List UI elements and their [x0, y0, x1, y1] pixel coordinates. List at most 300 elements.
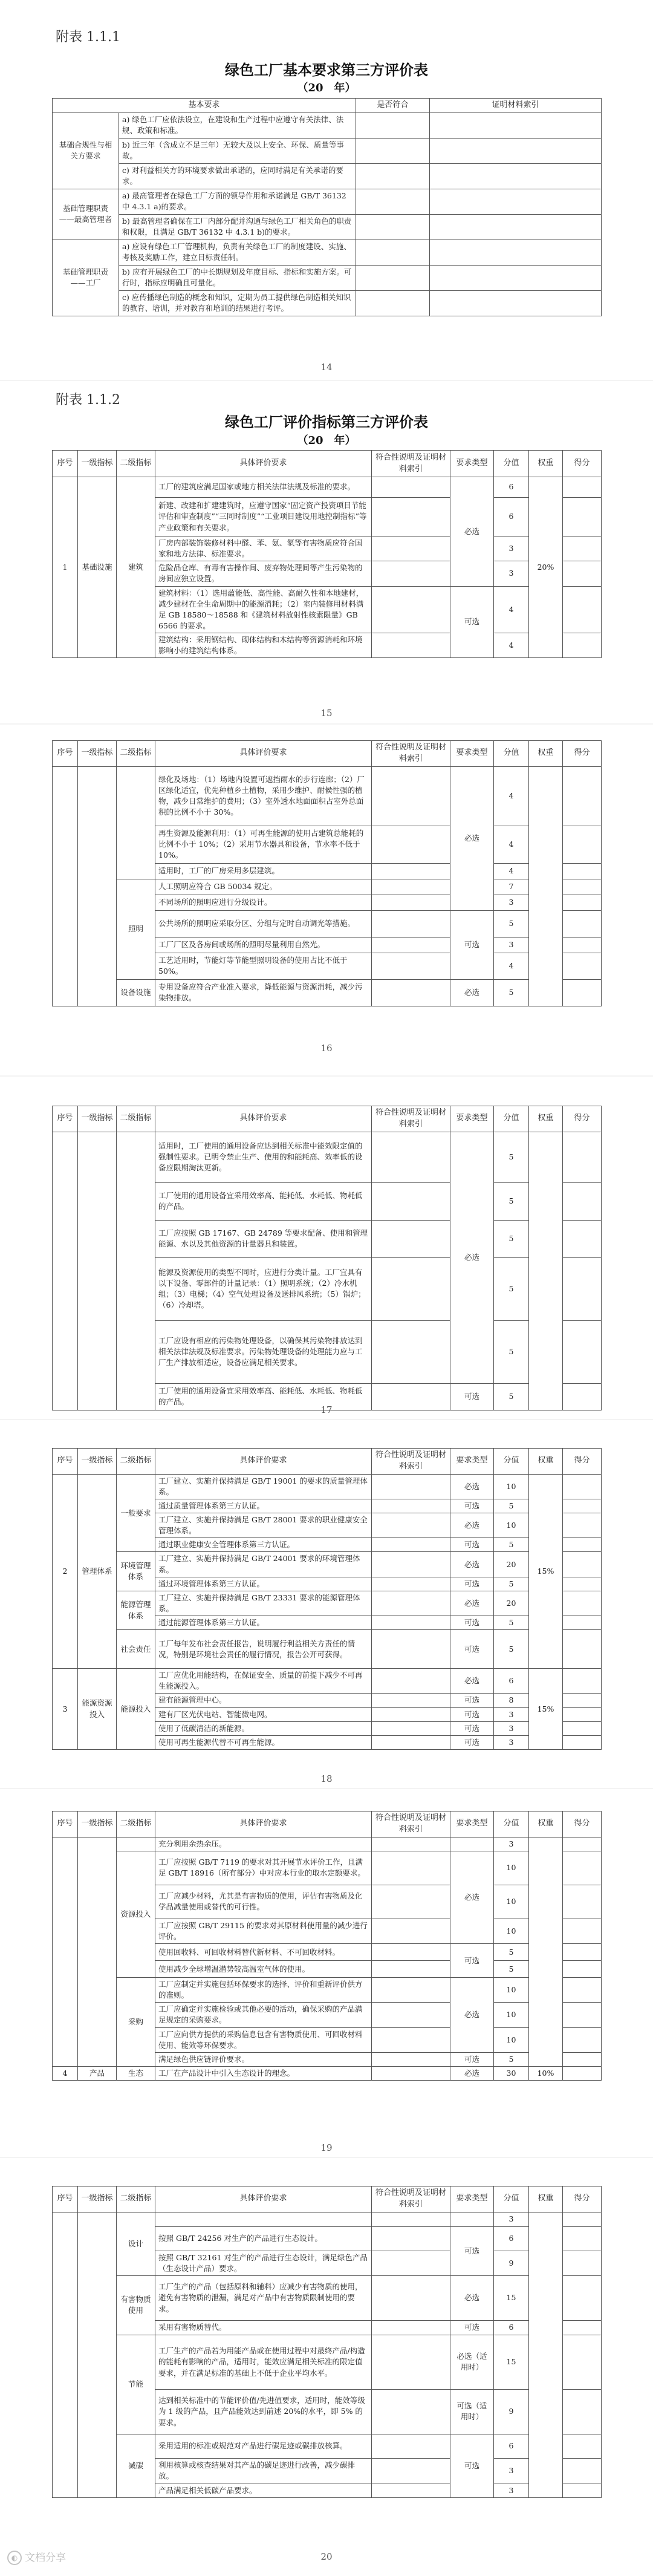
header-cell: 一级指标 — [78, 1811, 117, 1837]
header-cell: 具体评价要求 — [155, 2186, 372, 2212]
appendix-label: 附表 1.1.1 — [56, 30, 120, 45]
header-cell: 一级指标 — [78, 741, 117, 767]
table-row — [53, 2066, 602, 2080]
seq-cell: 2 — [53, 1474, 78, 1669]
category-cell: 基础合规性与相关方要求 — [53, 112, 119, 189]
header-cell: 要求类型 — [450, 741, 494, 767]
header-cell: 要求类型 — [450, 1106, 494, 1132]
basic-requirements-table — [52, 98, 602, 316]
type-cell: 可选 — [450, 1707, 494, 1721]
requirement-cell: b) 最高管理者确保在工厂内部分配并沟通与绿色工厂相关角色的职责和权限，且满足 GB/T 36132 中 4.3.1 b)的要求。 — [119, 214, 356, 240]
header-cell: 符合性说明及证明材料索引 — [372, 1449, 450, 1475]
header-cell: 分值 — [494, 1811, 529, 1837]
requirement-cell: 再生资源及能源利用：（1）可再生能源的使用占建筑总能耗的比例不小于 10%；（2）采用节水器具和设备，节水率不低于 10%。 — [155, 826, 372, 863]
score-cell: 3 — [494, 561, 529, 586]
type-cell: 必选 — [450, 1474, 494, 1499]
table-row — [53, 1978, 602, 2003]
header-cell: 符合性说明及证明材料索引 — [372, 1106, 450, 1132]
requirement-cell: 工厂应确定并实施检验或其他必要的活动，确保采购的产品满足规定的采购要求。 — [155, 2003, 372, 2027]
header-cell: 是否符合 — [356, 99, 430, 113]
score-cell: 6 — [494, 498, 529, 536]
page-divider — [0, 1075, 653, 1077]
header-cell: 序号 — [53, 451, 78, 477]
header-cell: 二级指标 — [117, 1811, 155, 1837]
weight-cell: 10% — [529, 2066, 563, 2080]
requirement-cell: 适用时，工厂使用的通用设备应达到相关标准中能效限定值的强制性要求。已明令禁止生产、使用的和能耗高、效率低的设备应限期淘汰更新。 — [155, 1132, 372, 1182]
header-cell: 得分 — [563, 1106, 602, 1132]
level1-cell: 基础设施 — [78, 477, 117, 658]
requirement-cell: 人工照明应符合 GB 50034 规定。 — [155, 879, 372, 895]
indicator-table-page-3 — [52, 740, 602, 1006]
table-header-row — [53, 2186, 602, 2212]
score-cell: 10 — [494, 1919, 529, 1943]
weight-cell: 15% — [529, 1474, 563, 1669]
score-cell: 5 — [494, 1961, 529, 1978]
requirement-cell: 工厂应按照 GB/T 7119 的要求对其开展节水评价工作，且满足 GB/T 18916（所有部分）中对应本行业的取水定额要求。 — [155, 1851, 372, 1885]
type-cell: 可选 — [450, 1630, 494, 1669]
requirement-cell: 工厂每年发布社会责任报告，说明履行利益相关方责任的情况，特别是环境社会责任的履行情况，报告公开可获得。 — [155, 1630, 372, 1669]
weight-cell: 20% — [529, 477, 563, 658]
header-cell: 序号 — [53, 1106, 78, 1132]
requirement-cell: 危险品仓库、有毒有害操作间、废弃物处理间等产生污染物的房间应独立设置。 — [155, 561, 372, 586]
level2-cell: 减碳 — [117, 2434, 155, 2497]
header-cell: 分值 — [494, 1449, 529, 1475]
header-cell: 二级指标 — [117, 2186, 155, 2212]
score-cell: 5 — [494, 1220, 529, 1257]
type-cell: 可选 — [450, 1944, 494, 1978]
requirement-cell: 建筑材料：（1）选用蕴能低、高性能、高耐久性和本地建材，减少建材在全生命周期中的能源消耗；（2）室内装修用材料满足 GB 18580～18588 和《建筑材料放射性核素限量》GB 6566 的要求。 — [155, 586, 372, 633]
type-cell — [450, 2212, 494, 2226]
header-cell: 得分 — [563, 451, 602, 477]
requirement-cell: 通过质量管理体系第三方认证。 — [155, 1499, 372, 1513]
header-cell: 一级指标 — [78, 2186, 117, 2212]
header-cell: 具体评价要求 — [155, 741, 372, 767]
requirement-cell: 工厂应向供方提供的采购信息包含有害物质使用、可回收材料使用、能效等环保要求。 — [155, 2027, 372, 2052]
header-cell: 权重 — [529, 451, 563, 477]
score-cell: 3 — [494, 2458, 529, 2483]
score-cell: 5 — [494, 1538, 529, 1552]
header-cell: 要求类型 — [450, 1449, 494, 1475]
appendix-label: 附表 1.1.2 — [56, 393, 120, 408]
header-cell: 具体评价要求 — [155, 1811, 372, 1837]
requirement-cell: 工厂在产品设计中引入生态设计的理念。 — [155, 2066, 372, 2080]
header-cell: 权重 — [529, 1811, 563, 1837]
score-cell: 5 — [494, 1577, 529, 1591]
requirement-cell: 专用设备应符合产业准入要求，降低能源与资源消耗，减少污染物排放。 — [155, 979, 372, 1006]
requirement-cell: 能源及资源使用的类型不同时，应进行分类计量。工厂宜具有以下设备、零部件的计量记录：（1）照明系统；（2）冷水机组；（3）电梯；（4）空气处理设备及送排风系统；（5）锅炉；（6）冷却塔。 — [155, 1257, 372, 1320]
level2-cell: 能源投入 — [117, 1669, 155, 1750]
table-row — [53, 1851, 602, 1885]
level2-cell: 建筑 — [117, 477, 155, 658]
page-6 — [0, 1790, 653, 2153]
requirement-cell: a) 最高管理者在绿色工厂方面的领导作用和承诺满足 GB/T 36132 中 4.3.1 a)的要求。 — [119, 189, 356, 214]
type-cell: 必选 — [450, 1669, 494, 1694]
indicator-table-page-2 — [52, 450, 602, 658]
header-cell: 二级指标 — [117, 741, 155, 767]
score-cell: 10 — [494, 1513, 529, 1538]
table-header-row — [53, 1449, 602, 1475]
score-cell: 4 — [494, 586, 529, 633]
requirement-cell: 建有厂区光伏电站、智能微电网。 — [155, 1707, 372, 1721]
type-cell: 可选 — [450, 1735, 494, 1749]
table-row — [53, 477, 602, 498]
type-cell: 必选（适用时） — [450, 2335, 494, 2389]
requirement-cell: 使用回收料、可回收材料替代新材料、不可回收材料。 — [155, 1944, 372, 1961]
score-cell: 3 — [494, 536, 529, 561]
score-cell: 5 — [494, 979, 529, 1006]
score-cell: 5 — [494, 1630, 529, 1669]
requirement-cell: 使用了低碳清洁的新能源。 — [155, 1721, 372, 1735]
score-cell: 6 — [494, 477, 529, 498]
score-cell: 15 — [494, 2335, 529, 2389]
type-cell: 必选 — [450, 1978, 494, 2053]
score-cell: 6 — [494, 2434, 529, 2458]
header-cell: 二级指标 — [117, 1449, 155, 1475]
header-cell: 序号 — [53, 1449, 78, 1475]
requirement-cell: 工厂建立、实施并保持满足 GB/T 23331 要求的能源管理体系。 — [155, 1591, 372, 1616]
level2-cell: 环境管理体系 — [117, 1552, 155, 1591]
level2-cell: 设计 — [117, 2212, 155, 2275]
table-header-row — [53, 741, 602, 767]
page-divider — [0, 1788, 653, 1789]
page-4 — [0, 1078, 653, 1417]
requirement-cell: 工厂应减少材料，尤其是有害物质的使用，评估有害物质及化学品减量使用或替代的可行性。 — [155, 1885, 372, 1919]
header-cell: 分值 — [494, 1106, 529, 1132]
table-row — [53, 2434, 602, 2458]
table-row — [53, 879, 602, 895]
header-cell: 具体评价要求 — [155, 1449, 372, 1475]
page-number: 20 — [320, 2551, 333, 2562]
score-cell: 10 — [494, 2003, 529, 2027]
requirement-cell: 使用可再生能源代替不可再生能源。 — [155, 1735, 372, 1749]
score-cell: 5 — [494, 1132, 529, 1182]
requirement-cell: 新建、改建和扩建建筑时，应遵守国家“固定资产投资项目节能评估和审查制度”“三同时制度”“工业项目建设用地控制指标”等产业政策和有关要求。 — [155, 498, 372, 536]
header-cell: 序号 — [53, 2186, 78, 2212]
category-cell: 基础管理职责——工厂 — [53, 240, 119, 316]
type-cell: 可选 — [450, 2052, 494, 2066]
watermark — [7, 2549, 66, 2565]
requirement-cell — [155, 2212, 372, 2226]
score-cell: 9 — [494, 2251, 529, 2275]
score-cell: 6 — [494, 1669, 529, 1694]
requirement-cell: 充分利用余热余压。 — [155, 1837, 372, 1851]
score-cell: 20 — [494, 1552, 529, 1577]
type-cell: 可选 — [450, 1383, 494, 1410]
header-cell: 具体评价要求 — [155, 451, 372, 477]
page-3 — [0, 726, 653, 1071]
page-title: 绿色工厂评价指标第三方评价表 — [225, 413, 428, 431]
score-cell: 3 — [494, 895, 529, 910]
page-5 — [0, 1421, 653, 1784]
score-cell: 15 — [494, 2275, 529, 2320]
header-cell: 一级指标 — [78, 1106, 117, 1132]
requirement-cell: b) 应有开展绿色工厂的中长期规划及年度目标、指标和实施方案。可行时，指标应明确且可量化。 — [119, 265, 356, 290]
requirement-cell: a) 应设有绿色工厂管理机构，负责有关绿色工厂的制度建设、实施、考核及奖励工作，建立目标责任制。 — [119, 240, 356, 265]
requirement-cell: 绿化及场地：（1）场地内设置可遮挡雨水的步行连廊；（2）厂区绿化适宜，优先种植乡土植物，采用少维护、耐候性强的植物，减少日常维护的费用；（3）室外透水地面面积占室外总面积的比例不小于 30%。 — [155, 766, 372, 826]
score-cell: 3 — [494, 1735, 529, 1749]
page-number: 18 — [320, 1773, 333, 1784]
requirement-cell: 工厂建立、实施并保持满足 GB/T 24001 要求的环境管理体系。 — [155, 1552, 372, 1577]
header-cell: 符合性说明及证明材料索引 — [372, 741, 450, 767]
weight-cell: 15% — [529, 1669, 563, 1750]
level2-cell: 采购 — [117, 1978, 155, 2067]
score-cell: 5 — [494, 1383, 529, 1410]
requirement-cell: 工厂应按照 GB 17167、GB 24789 等要求配备、使用和管理能源、水以及其他资源的计量器具和装置。 — [155, 1220, 372, 1257]
seq-cell: 4 — [53, 2066, 78, 2080]
header-cell: 具体评价要求 — [155, 1106, 372, 1132]
requirement-cell: 按照 GB/T 32161 对生产的产品进行生态设计，满足绿色产品（生态设计产品）要求。 — [155, 2251, 372, 2275]
type-cell: 必选 — [450, 1851, 494, 1943]
type-cell: 必选 — [450, 1132, 494, 1383]
requirement-cell: 公共场所的照明应采取分区、分组与定时自动调光等措施。 — [155, 910, 372, 937]
type-cell: 可选 — [450, 1577, 494, 1591]
requirement-cell: 使用减少全球增温潜势较高温室气体的使用。 — [155, 1961, 372, 1978]
table-row — [53, 214, 602, 240]
page-number: 14 — [320, 362, 333, 373]
header-cell: 二级指标 — [117, 451, 155, 477]
table-row — [53, 1591, 602, 1616]
level2-cell: 有害物质使用 — [117, 2275, 155, 2335]
requirement-cell: 工厂应优化用能结构，在保证安全、质量的前提下减少不可再生能源投入。 — [155, 1669, 372, 1694]
header-cell: 二级指标 — [117, 1106, 155, 1132]
page-title: 绿色工厂基本要求第三方评价表 — [225, 61, 428, 79]
score-cell: 4 — [494, 863, 529, 879]
table-row — [53, 766, 602, 826]
score-cell: 3 — [494, 1707, 529, 1721]
requirement-cell: 工厂建立、实施并保持满足 GB/T 19001 的要求的质量管理体系。 — [155, 1474, 372, 1499]
score-cell: 4 — [494, 633, 529, 658]
header-cell: 要求类型 — [450, 451, 494, 477]
header-cell: 权重 — [529, 1449, 563, 1475]
score-cell: 8 — [494, 1694, 529, 1707]
page-number: 17 — [320, 1404, 333, 1415]
header-cell: 权重 — [529, 1106, 563, 1132]
requirement-cell: c) 应传播绿色制造的概念和知识，定期为员工提供绿色制造相关知识的教育、培训，并对教育和培训的结果进行考评。 — [119, 290, 356, 316]
level2-cell: 节能 — [117, 2335, 155, 2434]
type-cell: 可选 — [450, 1538, 494, 1552]
requirement-cell: 不同场所的照明应进行分级设计。 — [155, 895, 372, 910]
requirement-cell: 按照 GB/T 24256 对生产的产品进行生态设计。 — [155, 2226, 372, 2251]
indicator-table-page-4 — [52, 1106, 602, 1410]
header-cell: 基本要求 — [53, 99, 356, 113]
score-cell: 6 — [494, 2320, 529, 2335]
score-cell: 4 — [494, 766, 529, 826]
table-row — [53, 138, 602, 163]
requirement-cell: 采用适用的标准或规范对产品进行碳足迹或碳排放核算。 — [155, 2434, 372, 2458]
requirement-cell: 建筑结构：采用钢结构、砌体结构和木结构等资源消耗和环境影响小的建筑结构体系。 — [155, 633, 372, 658]
level2-cell: 资源投入 — [117, 1851, 155, 1977]
level2-cell: 设备设施 — [117, 979, 155, 1006]
requirement-cell: 工厂应设有相应的污染物处理设备，以确保其污染物排放达到相关法律法规及标准要求。污染物处理设备的处理能力应与工厂生产排放相适应，设备应满足相关要求。 — [155, 1320, 372, 1383]
type-cell: 可选 — [450, 1721, 494, 1735]
logo-icon: ◐ — [7, 2551, 22, 2565]
header-cell: 得分 — [563, 741, 602, 767]
score-cell: 4 — [494, 826, 529, 863]
score-cell: 5 — [494, 1320, 529, 1383]
seq-cell: 1 — [53, 477, 78, 658]
header-cell: 要求类型 — [450, 2186, 494, 2212]
requirement-cell: 采用有害物质替代。 — [155, 2320, 372, 2335]
table-row — [53, 112, 602, 138]
level1-cell: 管理体系 — [78, 1474, 117, 1669]
type-cell: 必选 — [450, 1552, 494, 1577]
requirement-cell: 工厂应按照 GB/T 29115 的要求对其原材料使用量的减少进行评价。 — [155, 1919, 372, 1943]
category-cell: 基础管理职责——最高管理者 — [53, 189, 119, 240]
requirement-cell: 产品满足相关低碳产品要求。 — [155, 2483, 372, 2498]
type-cell: 必选 — [450, 766, 494, 910]
type-cell: 必选 — [450, 2275, 494, 2320]
score-cell: 10 — [494, 2027, 529, 2052]
header-cell: 得分 — [563, 1449, 602, 1475]
level1-cell: 产品 — [78, 2066, 117, 2080]
requirement-cell: 通过环境管理体系第三方认证。 — [155, 1577, 372, 1591]
header-cell: 序号 — [53, 741, 78, 767]
page-number: 15 — [320, 708, 333, 719]
table-row — [53, 2335, 602, 2389]
year-label: （20 年） — [297, 82, 356, 94]
type-cell: 必选 — [450, 979, 494, 1006]
type-cell: 可选 — [450, 586, 494, 658]
table-row — [53, 240, 602, 265]
page-divider — [0, 2157, 653, 2158]
header-cell: 一级指标 — [78, 1449, 117, 1475]
requirement-cell: 满足绿色供应链评价要求。 — [155, 2052, 372, 2066]
score-cell: 7 — [494, 879, 529, 895]
table-row — [53, 1669, 602, 1694]
page-2 — [0, 382, 653, 721]
score-cell: 9 — [494, 2389, 529, 2434]
score-cell: 4 — [494, 953, 529, 979]
table-row — [53, 2212, 602, 2226]
watermark-text: 文档分享 — [25, 2552, 66, 2564]
header-cell: 符合性说明及证明材料索引 — [372, 2186, 450, 2212]
page-divider — [0, 1419, 653, 1420]
score-cell: 10 — [494, 1885, 529, 1919]
seq-cell: 3 — [53, 1669, 78, 1750]
type-cell: 可选 — [450, 2226, 494, 2275]
table-header-row — [53, 451, 602, 477]
requirement-cell: 通过能源管理体系第三方认证。 — [155, 1616, 372, 1630]
header-cell: 分值 — [494, 2186, 529, 2212]
requirement-cell: 工厂生产的产品（包括原料和辅料）应减少有害物质的使用，避免有害物质的泄漏，满足对产品中有害物质限制使用的要求。 — [155, 2275, 372, 2320]
score-cell: 5 — [494, 2052, 529, 2066]
score-cell: 10 — [494, 1851, 529, 1885]
page-number: 19 — [320, 2142, 333, 2153]
score-cell: 3 — [494, 1837, 529, 1851]
score-cell: 5 — [494, 1257, 529, 1320]
score-cell: 20 — [494, 1591, 529, 1616]
header-cell: 分值 — [494, 451, 529, 477]
header-cell: 权重 — [529, 741, 563, 767]
indicator-table-page-7 — [52, 2186, 602, 2498]
requirement-cell: 建有能源管理中心。 — [155, 1694, 372, 1707]
score-cell: 30 — [494, 2066, 529, 2080]
requirement-cell: a) 绿色工厂应依法设立，在建设和生产过程中应遵守有关法律、法规、政策和标准。 — [119, 112, 356, 138]
page-divider — [0, 723, 653, 725]
table-header-row — [53, 1811, 602, 1837]
indicator-table-page-6 — [52, 1811, 602, 2081]
type-cell: 必选 — [450, 1591, 494, 1616]
requirement-cell: 厂房内部装饰装修材料中醛、苯、氨、氡等有害物质应符合国家和地方法律、标准要求。 — [155, 536, 372, 561]
header-cell: 序号 — [53, 1811, 78, 1837]
table-row — [53, 290, 602, 316]
level2-cell: 照明 — [117, 879, 155, 979]
type-cell: 可选 — [450, 1499, 494, 1513]
score-cell: 3 — [494, 1721, 529, 1735]
requirement-cell: b) 近三年（含成立不足三年）无较大及以上安全、环保、质量等事故。 — [119, 138, 356, 163]
requirement-cell: 工厂生产的产品若为用能产品或在使用过程中对最终产品/构造的能耗有影响的产品，适用时，能效应满足相关标准的限定值要求，并在满足标准的基础上不低于企业平均水平。 — [155, 2335, 372, 2389]
level2-cell: 能源管理体系 — [117, 1591, 155, 1629]
table-row — [53, 189, 602, 214]
score-cell: 3 — [494, 937, 529, 953]
score-cell: 10 — [494, 1474, 529, 1499]
type-cell: 可选 — [450, 910, 494, 979]
level2-cell: 社会责任 — [117, 1630, 155, 1669]
header-cell: 要求类型 — [450, 1811, 494, 1837]
score-cell: 10 — [494, 1978, 529, 2003]
score-cell: 5 — [494, 1499, 529, 1513]
table-row — [53, 1552, 602, 1577]
header-cell: 分值 — [494, 741, 529, 767]
table-row — [53, 1630, 602, 1669]
type-cell: 必选 — [450, 1513, 494, 1538]
table-row — [53, 1474, 602, 1499]
requirement-cell: 工厂的建筑应满足国家或地方相关法律法规及标准的要求。 — [155, 477, 372, 498]
header-cell: 一级指标 — [78, 451, 117, 477]
requirement-cell: 工厂厂区及各房间或场所的照明尽量利用自然光。 — [155, 937, 372, 953]
page-1 — [0, 0, 653, 373]
table-row — [53, 265, 602, 290]
header-cell: 得分 — [563, 1811, 602, 1837]
indicator-table-page-5 — [52, 1448, 602, 1750]
level2-cell: 生态 — [117, 2066, 155, 2080]
requirement-cell: 工厂建立、实施并保持满足 GB/T 28001 要求的职业健康安全管理体系。 — [155, 1513, 372, 1538]
type-cell: 可选 — [450, 2434, 494, 2497]
type-cell: 必选 — [450, 2066, 494, 2080]
level1-cell: 能源资源投入 — [78, 1669, 117, 1750]
requirement-cell: 通过职业健康安全管理体系第三方认证。 — [155, 1538, 372, 1552]
requirement-cell: 适用时，工厂的厂房采用多层建筑。 — [155, 863, 372, 879]
type-cell: 可选 — [450, 2320, 494, 2335]
requirement-cell: c) 对利益相关方的环境要求做出承诺的，应同时满足有关承诺的要求。 — [119, 163, 356, 189]
type-cell: 必选 — [450, 477, 494, 587]
type-cell: 可选 — [450, 1616, 494, 1630]
score-cell: 5 — [494, 910, 529, 937]
score-cell: 5 — [494, 1182, 529, 1220]
requirement-cell: 工厂使用的通用设备宜采用效率高、能耗低、水耗低、物耗低的产品。 — [155, 1182, 372, 1220]
type-cell: 可选（适用时） — [450, 2389, 494, 2434]
table-row — [53, 2275, 602, 2320]
header-cell: 权重 — [529, 2186, 563, 2212]
table-header-row — [53, 1106, 602, 1132]
requirement-cell: 利用核算或核查结果对其产品的碳足迹进行改善，减少碳排放。 — [155, 2458, 372, 2483]
requirement-cell: 工艺适用时，节能灯等节能型照明设备的使用占比不低于 50%。 — [155, 953, 372, 979]
table-row — [53, 979, 602, 1006]
requirement-cell: 达到相关标准中的节能评价值/先进值要求，适用时，能效等级为 1 级的产品，且产品能效达到前述 20%的水平，即 5% 的要求。 — [155, 2389, 372, 2434]
requirement-cell: 工厂应制定并实施包括环保要求的选择、评价和重新评价供方的准则。 — [155, 1978, 372, 2003]
type-cell: 可选 — [450, 1694, 494, 1707]
table-row — [53, 163, 602, 189]
header-cell: 得分 — [563, 2186, 602, 2212]
header-cell: 证明材料索引 — [430, 99, 602, 113]
page-7 — [0, 2159, 653, 2576]
requirement-cell: 工厂使用的通用设备宜采用效率高、能耗低、水耗低、物耗低的产品。 — [155, 1383, 372, 1410]
page-divider — [0, 380, 653, 381]
score-cell: 5 — [494, 1616, 529, 1630]
table-row — [53, 1837, 602, 1851]
score-cell: 6 — [494, 2226, 529, 2251]
score-cell: 3 — [494, 2483, 529, 2498]
